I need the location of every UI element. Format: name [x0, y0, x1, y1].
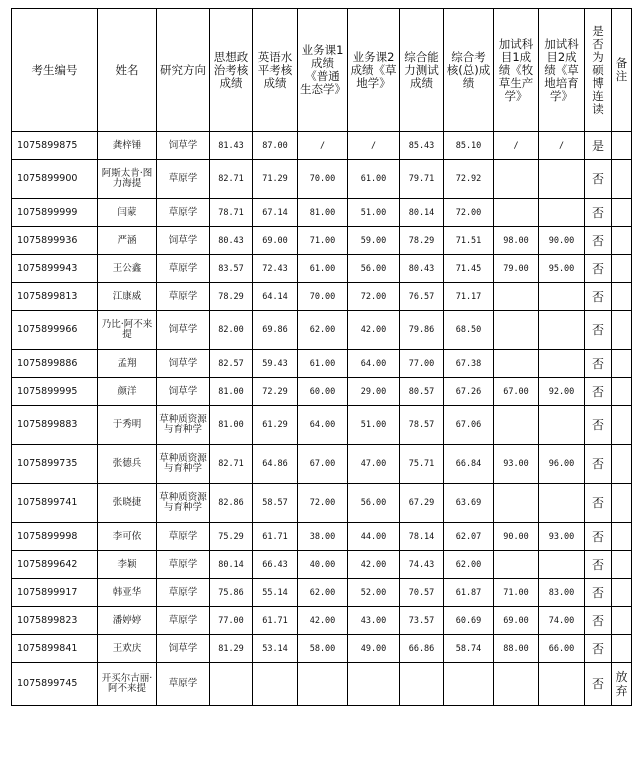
cell-course2: 56.00: [348, 484, 400, 523]
cell-english: 72.29: [253, 378, 298, 406]
cell-direction: 草原学: [157, 551, 210, 579]
cell-note: [612, 406, 632, 445]
cell-course2: 29.00: [348, 378, 400, 406]
cell-doctoral: 否: [585, 227, 612, 255]
cell-extra2: [539, 350, 585, 378]
cell-total: 71.45: [444, 255, 494, 283]
cell-course1: 61.00: [298, 350, 348, 378]
header-ability: 综合能力测试成绩: [400, 9, 444, 132]
cell-total: [444, 663, 494, 706]
cell-id: 1075899936: [12, 227, 98, 255]
header-total: 综合考核(总)成绩: [444, 9, 494, 132]
cell-english: 55.14: [253, 579, 298, 607]
cell-id: 1075899966: [12, 311, 98, 350]
cell-direction: 草种质资源与育种学: [157, 406, 210, 445]
cell-course2: 43.00: [348, 607, 400, 635]
cell-extra2: 66.00: [539, 635, 585, 663]
cell-direction: 饲草学: [157, 132, 210, 160]
cell-ability: 74.43: [400, 551, 444, 579]
cell-direction: 草原学: [157, 663, 210, 706]
cell-direction: 草原学: [157, 579, 210, 607]
cell-extra2: 92.00: [539, 378, 585, 406]
cell-note: [612, 445, 632, 484]
cell-name: 开买尔古丽·阿不来提: [98, 663, 157, 706]
cell-direction: 草原学: [157, 607, 210, 635]
cell-total: 63.69: [444, 484, 494, 523]
cell-course2: 64.00: [348, 350, 400, 378]
cell-course1: 60.00: [298, 378, 348, 406]
cell-name: 江康威: [98, 283, 157, 311]
cell-ability: 78.14: [400, 523, 444, 551]
cell-english: 58.57: [253, 484, 298, 523]
cell-total: 72.00: [444, 199, 494, 227]
cell-course1: 64.00: [298, 406, 348, 445]
cell-course2: [348, 663, 400, 706]
cell-name: 龚梓锤: [98, 132, 157, 160]
header-id: 考生编号: [12, 9, 98, 132]
table-row: [12, 551, 632, 579]
cell-politics: 81.00: [210, 378, 253, 406]
cell-course1: 70.00: [298, 160, 348, 199]
cell-course1: 62.00: [298, 311, 348, 350]
cell-extra2: [539, 663, 585, 706]
cell-english: 69.00: [253, 227, 298, 255]
cell-extra2: 74.00: [539, 607, 585, 635]
header-extra2: 加试科目2成绩《草地培育学》: [539, 9, 585, 132]
cell-doctoral: 否: [585, 378, 612, 406]
cell-english: 61.71: [253, 523, 298, 551]
cell-doctoral: 否: [585, 551, 612, 579]
cell-course2: 42.00: [348, 311, 400, 350]
cell-politics: 81.43: [210, 132, 253, 160]
cell-course2: 52.00: [348, 579, 400, 607]
cell-course1: 62.00: [298, 579, 348, 607]
header-course1: 业务课1成绩《普通生态学》: [298, 9, 348, 132]
table-row: [12, 311, 632, 350]
cell-politics: 78.29: [210, 283, 253, 311]
cell-name: 颜洋: [98, 378, 157, 406]
table-row: [12, 255, 632, 283]
cell-politics: 75.29: [210, 523, 253, 551]
cell-direction: 草种质资源与育种学: [157, 484, 210, 523]
cell-doctoral: 否: [585, 255, 612, 283]
table-row: [12, 160, 632, 199]
cell-note: [612, 579, 632, 607]
cell-politics: 77.00: [210, 607, 253, 635]
header-direction: 研究方向: [157, 9, 210, 132]
cell-extra1: [494, 199, 539, 227]
cell-name: 阿斯太肯·图力海提: [98, 160, 157, 199]
cell-extra2: 96.00: [539, 445, 585, 484]
table-row: [12, 523, 632, 551]
cell-total: 58.74: [444, 635, 494, 663]
cell-direction: 草原学: [157, 283, 210, 311]
cell-english: 61.71: [253, 607, 298, 635]
cell-extra2: [539, 199, 585, 227]
cell-total: 71.51: [444, 227, 494, 255]
cell-course2: 51.00: [348, 199, 400, 227]
cell-ability: 73.57: [400, 607, 444, 635]
cell-ability: 75.71: [400, 445, 444, 484]
table-row: [12, 607, 632, 635]
cell-course1: 42.00: [298, 607, 348, 635]
cell-course1: 72.00: [298, 484, 348, 523]
cell-english: 71.29: [253, 160, 298, 199]
cell-extra1: 79.00: [494, 255, 539, 283]
cell-extra2: [539, 551, 585, 579]
cell-politics: 75.86: [210, 579, 253, 607]
cell-extra2: 83.00: [539, 579, 585, 607]
table-row: [12, 199, 632, 227]
cell-course1: 81.00: [298, 199, 348, 227]
cell-total: 61.87: [444, 579, 494, 607]
cell-note: [612, 378, 632, 406]
cell-total: 67.06: [444, 406, 494, 445]
cell-extra2: [539, 160, 585, 199]
header-doctoral: 是否为硕博连读: [585, 9, 612, 132]
header-course2: 业务课2成绩《草地学》: [348, 9, 400, 132]
cell-course2: 51.00: [348, 406, 400, 445]
cell-english: 53.14: [253, 635, 298, 663]
cell-course2: 44.00: [348, 523, 400, 551]
cell-politics: 81.00: [210, 406, 253, 445]
cell-ability: 78.57: [400, 406, 444, 445]
cell-name: 王公鑫: [98, 255, 157, 283]
cell-ability: 78.29: [400, 227, 444, 255]
cell-id: 1075899883: [12, 406, 98, 445]
cell-politics: 83.57: [210, 255, 253, 283]
cell-extra1: 88.00: [494, 635, 539, 663]
cell-politics: 82.71: [210, 445, 253, 484]
cell-note: [612, 199, 632, 227]
cell-doctoral: 否: [585, 523, 612, 551]
cell-id: 1075899875: [12, 132, 98, 160]
score-table: [11, 8, 632, 706]
cell-direction: 草原学: [157, 199, 210, 227]
cell-id: 1075899741: [12, 484, 98, 523]
cell-extra1: [494, 406, 539, 445]
cell-name: 王欢庆: [98, 635, 157, 663]
cell-total: 62.00: [444, 551, 494, 579]
cell-id: 1075899999: [12, 199, 98, 227]
cell-extra2: [539, 283, 585, 311]
cell-course1: 71.00: [298, 227, 348, 255]
cell-note: [612, 227, 632, 255]
cell-name: 乃比·阿不来提: [98, 311, 157, 350]
cell-ability: 70.57: [400, 579, 444, 607]
cell-politics: 80.43: [210, 227, 253, 255]
cell-direction: 饲草学: [157, 635, 210, 663]
cell-ability: 67.29: [400, 484, 444, 523]
cell-ability: [400, 663, 444, 706]
cell-name: 闫蒙: [98, 199, 157, 227]
cell-english: 67.14: [253, 199, 298, 227]
cell-doctoral: 否: [585, 663, 612, 706]
table-row: [12, 378, 632, 406]
cell-id: 1075899998: [12, 523, 98, 551]
cell-english: 64.86: [253, 445, 298, 484]
cell-extra1: 90.00: [494, 523, 539, 551]
table-row: [12, 484, 632, 523]
header-name: 姓名: [98, 9, 157, 132]
cell-course1: 38.00: [298, 523, 348, 551]
cell-extra2: [539, 311, 585, 350]
cell-doctoral: 否: [585, 607, 612, 635]
cell-extra1: 93.00: [494, 445, 539, 484]
cell-ability: 80.43: [400, 255, 444, 283]
cell-doctoral: 否: [585, 406, 612, 445]
cell-direction: 饲草学: [157, 227, 210, 255]
cell-course1: 40.00: [298, 551, 348, 579]
cell-english: 69.86: [253, 311, 298, 350]
cell-course1: 58.00: [298, 635, 348, 663]
cell-name: 潘婷婷: [98, 607, 157, 635]
cell-english: 87.00: [253, 132, 298, 160]
header-english: 英语水平考核成绩: [253, 9, 298, 132]
cell-name: 于秀明: [98, 406, 157, 445]
cell-english: [253, 663, 298, 706]
cell-extra2: 95.00: [539, 255, 585, 283]
cell-ability: 79.86: [400, 311, 444, 350]
cell-course2: 42.00: [348, 551, 400, 579]
cell-english: 66.43: [253, 551, 298, 579]
cell-course1: [298, 663, 348, 706]
cell-id: 1075899995: [12, 378, 98, 406]
cell-id: 1075899813: [12, 283, 98, 311]
cell-politics: 81.29: [210, 635, 253, 663]
cell-total: 67.26: [444, 378, 494, 406]
cell-ability: 80.14: [400, 199, 444, 227]
cell-note: [612, 160, 632, 199]
cell-extra1: [494, 283, 539, 311]
cell-direction: 饲草学: [157, 378, 210, 406]
cell-politics: [210, 663, 253, 706]
cell-extra1: 71.00: [494, 579, 539, 607]
cell-extra1: [494, 663, 539, 706]
cell-politics: 82.57: [210, 350, 253, 378]
cell-extra1: [494, 160, 539, 199]
cell-total: 71.17: [444, 283, 494, 311]
cell-name: 张晓捷: [98, 484, 157, 523]
cell-name: 韩亚华: [98, 579, 157, 607]
cell-english: 64.14: [253, 283, 298, 311]
cell-extra1: 98.00: [494, 227, 539, 255]
cell-course2: 47.00: [348, 445, 400, 484]
cell-doctoral: 否: [585, 199, 612, 227]
cell-doctoral: 否: [585, 283, 612, 311]
cell-doctoral: 否: [585, 160, 612, 199]
cell-direction: 草原学: [157, 255, 210, 283]
cell-note: [612, 635, 632, 663]
header-extra1: 加试科目1成绩《牧草生产学》: [494, 9, 539, 132]
cell-politics: 82.86: [210, 484, 253, 523]
cell-id: 1075899745: [12, 663, 98, 706]
cell-direction: 草原学: [157, 160, 210, 199]
cell-ability: 77.00: [400, 350, 444, 378]
cell-doctoral: 否: [585, 579, 612, 607]
cell-note: [612, 255, 632, 283]
cell-note: [612, 607, 632, 635]
cell-extra2: 90.00: [539, 227, 585, 255]
cell-course2: 56.00: [348, 255, 400, 283]
cell-note: 放弃: [612, 663, 632, 706]
cell-note: [612, 484, 632, 523]
cell-doctoral: 否: [585, 311, 612, 350]
cell-ability: 79.71: [400, 160, 444, 199]
table-row: [12, 445, 632, 484]
cell-total: 60.69: [444, 607, 494, 635]
cell-id: 1075899900: [12, 160, 98, 199]
cell-total: 67.38: [444, 350, 494, 378]
cell-extra1: [494, 551, 539, 579]
cell-direction: 草原学: [157, 523, 210, 551]
header-note: 备注: [612, 9, 632, 132]
cell-doctoral: 是: [585, 132, 612, 160]
cell-extra2: [539, 406, 585, 445]
cell-course1: 70.00: [298, 283, 348, 311]
cell-total: 66.84: [444, 445, 494, 484]
table-row: [12, 663, 632, 706]
cell-total: 85.10: [444, 132, 494, 160]
cell-politics: 82.00: [210, 311, 253, 350]
cell-total: 68.50: [444, 311, 494, 350]
header-row: [12, 9, 632, 132]
cell-course1: /: [298, 132, 348, 160]
cell-extra1: [494, 350, 539, 378]
cell-name: 严涵: [98, 227, 157, 255]
cell-note: [612, 350, 632, 378]
cell-extra1: 69.00: [494, 607, 539, 635]
cell-course2: 72.00: [348, 283, 400, 311]
cell-politics: 82.71: [210, 160, 253, 199]
cell-course1: 61.00: [298, 255, 348, 283]
cell-ability: 76.57: [400, 283, 444, 311]
cell-ability: 80.57: [400, 378, 444, 406]
cell-direction: 饲草学: [157, 311, 210, 350]
cell-id: 1075899886: [12, 350, 98, 378]
cell-extra1: [494, 484, 539, 523]
cell-english: 61.29: [253, 406, 298, 445]
table-row: [12, 579, 632, 607]
cell-course1: 67.00: [298, 445, 348, 484]
cell-direction: 饲草学: [157, 350, 210, 378]
table-row: [12, 132, 632, 160]
cell-course2: 49.00: [348, 635, 400, 663]
cell-extra1: 67.00: [494, 378, 539, 406]
table-row: [12, 227, 632, 255]
cell-extra2: [539, 484, 585, 523]
table-row: [12, 635, 632, 663]
cell-note: [612, 551, 632, 579]
cell-ability: 85.43: [400, 132, 444, 160]
cell-note: [612, 523, 632, 551]
cell-note: [612, 132, 632, 160]
cell-doctoral: 否: [585, 635, 612, 663]
cell-politics: 80.14: [210, 551, 253, 579]
cell-doctoral: 否: [585, 484, 612, 523]
cell-note: [612, 283, 632, 311]
table-row: [12, 283, 632, 311]
cell-name: 张德兵: [98, 445, 157, 484]
cell-doctoral: 否: [585, 445, 612, 484]
cell-course2: /: [348, 132, 400, 160]
cell-extra2: 93.00: [539, 523, 585, 551]
cell-id: 1075899642: [12, 551, 98, 579]
table-body: [12, 132, 632, 706]
cell-id: 1075899841: [12, 635, 98, 663]
cell-note: [612, 311, 632, 350]
cell-extra2: /: [539, 132, 585, 160]
cell-course2: 59.00: [348, 227, 400, 255]
cell-english: 72.43: [253, 255, 298, 283]
table-row: [12, 406, 632, 445]
cell-id: 1075899943: [12, 255, 98, 283]
cell-total: 62.07: [444, 523, 494, 551]
cell-direction: 草种质资源与育种学: [157, 445, 210, 484]
cell-id: 1075899735: [12, 445, 98, 484]
cell-extra1: /: [494, 132, 539, 160]
table-row: [12, 350, 632, 378]
cell-course2: 61.00: [348, 160, 400, 199]
cell-doctoral: 否: [585, 350, 612, 378]
header-politics: 思想政治考核成绩: [210, 9, 253, 132]
cell-ability: 66.86: [400, 635, 444, 663]
cell-extra1: [494, 311, 539, 350]
cell-id: 1075899823: [12, 607, 98, 635]
cell-name: 李可依: [98, 523, 157, 551]
cell-name: 孟翔: [98, 350, 157, 378]
cell-english: 59.43: [253, 350, 298, 378]
cell-id: 1075899917: [12, 579, 98, 607]
cell-name: 李颖: [98, 551, 157, 579]
cell-politics: 78.71: [210, 199, 253, 227]
cell-total: 72.92: [444, 160, 494, 199]
